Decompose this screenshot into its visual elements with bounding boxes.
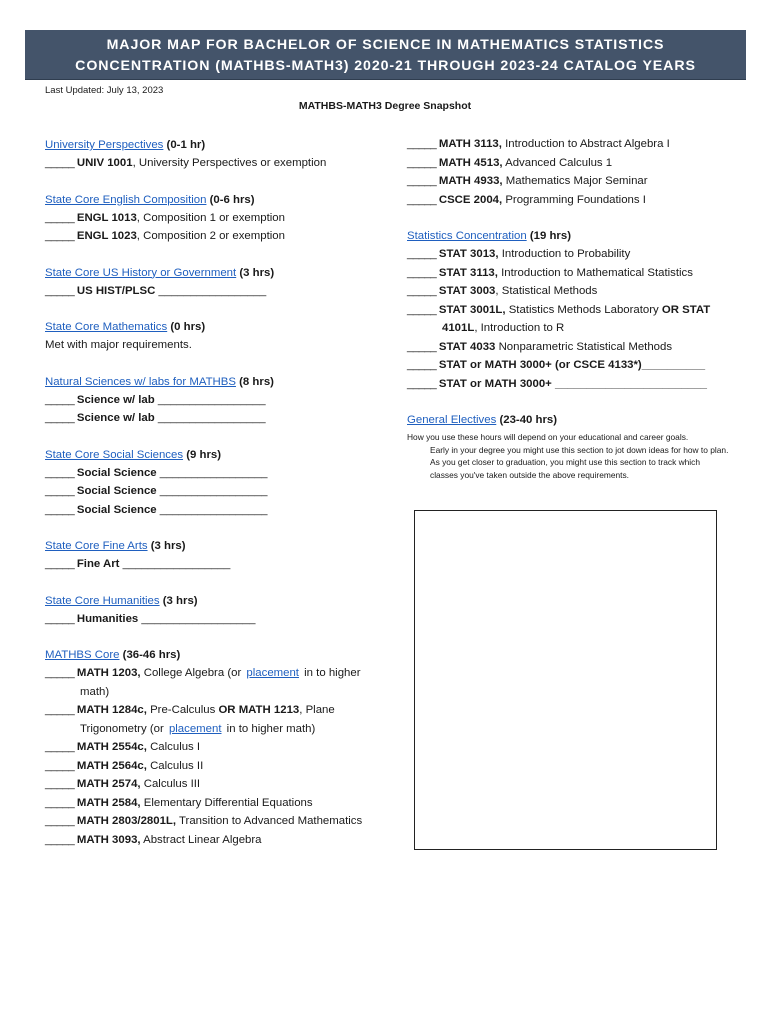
course-code: Social Science	[76, 503, 157, 516]
link-mathbs-core[interactable]: MATHBS Core	[45, 649, 120, 661]
course-desc: __________________	[138, 612, 256, 625]
course-row	[407, 245, 737, 264]
link-us-history[interactable]: State Core US History or Government	[45, 266, 237, 279]
course-desc: Elementary Differential Equations	[140, 796, 313, 809]
course-row	[407, 154, 737, 173]
checkbox-blank[interactable]: _____	[45, 741, 77, 753]
course-desc: Mathematics Major Seminar	[502, 175, 648, 187]
checkbox-blank[interactable]: _____	[45, 485, 77, 497]
left-column	[45, 136, 365, 867]
link-statistics-concentration[interactable]: Statistics Concentration	[407, 230, 527, 242]
course-desc: Statistics Methods Laboratory	[505, 303, 662, 316]
course-code: MATH 1284c,	[76, 704, 147, 716]
course-row	[45, 831, 365, 850]
course-code: MATH 3093,	[76, 833, 141, 846]
course-desc: _________________	[155, 284, 267, 297]
section-hours: (3 hrs)	[147, 540, 186, 552]
checkbox-blank[interactable]: _____	[407, 193, 439, 206]
course-row	[45, 154, 365, 173]
checkbox-blank[interactable]: _____	[45, 759, 77, 772]
course-row	[45, 409, 365, 428]
course-desc: , Composition 1 or exemption	[136, 211, 285, 224]
course-code: ENGL 1023	[76, 230, 137, 242]
checkbox-blank[interactable]: _____	[45, 704, 77, 716]
section-hours: (3 hrs)	[159, 594, 198, 607]
section-hours: (0 hrs)	[167, 321, 206, 333]
course-desc: Introduction to Probability	[498, 248, 631, 260]
course-code: Science w/ lab	[76, 393, 155, 406]
course-desc: , Introduction to R	[474, 322, 565, 334]
electives-note-line-1: How you use these hours will depend on your educational and career goals.	[407, 432, 689, 442]
course-row	[407, 135, 737, 154]
last-updated: Last Updated: July 13, 2023	[45, 85, 164, 96]
right-column	[407, 135, 737, 499]
section-core-continued	[407, 135, 737, 209]
checkbox-blank[interactable]: _____	[407, 248, 439, 260]
course-code: CSCE 2004,	[438, 193, 503, 206]
course-code: UNIV 1001	[76, 157, 133, 169]
banner-title-line-1: MAJOR MAP FOR BACHELOR OF SCIENCE IN MATHEMATICS STATISTICS	[106, 37, 665, 53]
link-university-perspectives[interactable]: University Perspectives	[45, 139, 164, 151]
checkbox-blank[interactable]: _____	[45, 211, 77, 224]
placement-link[interactable]: placement	[168, 722, 222, 735]
section-natural-sciences	[45, 373, 365, 428]
course-row	[45, 738, 365, 757]
section-hours: (0-6 hrs)	[206, 193, 255, 206]
section-note: Met with major requirements.	[45, 339, 192, 351]
course-code: MATH 2803/2801L,	[76, 815, 177, 827]
section-hours: (19 hrs)	[526, 230, 571, 242]
course-desc: Programming Foundations I	[502, 193, 646, 206]
course-row	[45, 464, 365, 483]
link-natural-sciences[interactable]: Natural Sciences w/ labs for MATHBS	[45, 375, 236, 388]
electives-notes-box[interactable]	[414, 510, 717, 850]
course-code: US HIST/PLSC	[76, 284, 156, 297]
course-desc: Calculus III	[140, 778, 201, 790]
checkbox-blank[interactable]: _____	[45, 796, 77, 809]
course-desc: Calculus II	[146, 759, 204, 772]
course-desc: Calculus I	[146, 741, 201, 753]
course-code: MATH 2564c,	[76, 759, 147, 772]
course-row	[407, 301, 737, 338]
course-row	[45, 555, 365, 574]
course-code: STAT 3001L,	[438, 303, 506, 316]
course-desc: _________________	[156, 466, 268, 479]
section-hours: (23-40 hrs)	[496, 414, 558, 426]
course-code: STAT 4033	[438, 340, 496, 353]
section-history	[45, 264, 365, 301]
course-code: Fine Art	[76, 558, 120, 570]
checkbox-blank[interactable]: _____	[45, 157, 77, 169]
course-desc: Abstract Linear Algebra	[140, 833, 262, 846]
course-row	[45, 209, 365, 228]
section-mathematics	[45, 318, 365, 355]
course-row	[407, 172, 737, 191]
course-desc: College Algebra (or	[140, 667, 245, 679]
course-desc: _________________	[156, 485, 268, 497]
course-code: MATH 4513,	[438, 156, 503, 169]
course-desc: , Composition 2 or exemption	[136, 230, 285, 242]
page-banner	[25, 30, 746, 80]
course-row	[45, 501, 365, 520]
checkbox-blank[interactable]: _____	[45, 230, 77, 242]
course-desc: , Plane Trigonometry (or	[80, 704, 335, 735]
section-hours: (9 hrs)	[183, 448, 222, 461]
course-row	[407, 375, 737, 394]
course-row	[45, 701, 365, 738]
course-desc: _________________	[154, 393, 266, 406]
checkbox-blank[interactable]: _____	[45, 412, 77, 424]
course-desc: in to higher math)	[223, 722, 316, 735]
checkbox-blank[interactable]: _____	[407, 175, 439, 187]
checkbox-blank[interactable]: _____	[45, 503, 77, 516]
course-code: STAT or MATH 3000+ (or CSCE 4133*)__________	[438, 359, 706, 371]
course-code: Social Science	[76, 466, 157, 479]
course-row	[407, 264, 737, 283]
course-code: STAT 3013,	[438, 248, 499, 260]
course-desc: , University Perspectives or exemption	[132, 157, 327, 169]
banner-title-line-2: CONCENTRATION (MATHBS-MATH3) 2020-21 THROUGH 2023-24 CATALOG YEARS	[75, 58, 696, 74]
course-desc: Nonparametric Statistical Methods	[495, 340, 673, 353]
course-row	[407, 356, 737, 375]
course-code: Humanities	[76, 612, 139, 625]
section-mathbs-core	[45, 646, 365, 849]
course-row	[45, 775, 365, 794]
course-desc: , Statistical Methods	[495, 285, 598, 297]
checkbox-blank[interactable]: _____	[45, 778, 77, 790]
course-desc: _________________	[119, 558, 231, 570]
link-state-core-math[interactable]: State Core Mathematics	[45, 321, 168, 333]
course-row	[407, 191, 737, 210]
electives-note	[407, 431, 729, 481]
section-hours: (8 hrs)	[235, 375, 274, 388]
link-fine-arts[interactable]: State Core Fine Arts	[45, 540, 148, 552]
course-desc: Transition to Advanced Mathematics	[176, 815, 363, 827]
course-code: Science w/ lab	[76, 412, 155, 424]
section-social-sciences	[45, 446, 365, 520]
checkbox-blank[interactable]: _____	[407, 138, 439, 150]
course-row	[407, 338, 737, 357]
course-desc: in to higher math)	[80, 667, 361, 698]
section-hours: (3 hrs)	[236, 266, 275, 279]
course-code: MATH 2584,	[76, 796, 141, 809]
course-row	[45, 812, 365, 831]
course-row	[45, 227, 365, 246]
checkbox-blank[interactable]: _____	[45, 393, 77, 406]
course-code: MATH 1203,	[76, 667, 141, 679]
course-row	[45, 794, 365, 813]
section-english	[45, 191, 365, 246]
link-general-electives[interactable]: General Electives	[407, 414, 497, 426]
checkbox-blank[interactable]: _____	[407, 377, 439, 390]
course-desc: Introduction to Abstract Algebra I	[501, 138, 670, 150]
course-code: MATH 3113,	[438, 138, 502, 150]
course-desc: Pre-Calculus	[146, 704, 219, 716]
checkbox-blank[interactable]: _____	[407, 359, 439, 371]
course-code: MATH 4933,	[438, 175, 503, 187]
course-code: Social Science	[76, 485, 157, 497]
course-desc: Advanced Calculus 1	[502, 156, 613, 169]
checkbox-blank[interactable]: _____	[45, 466, 77, 479]
checkbox-blank[interactable]: _____	[407, 285, 439, 297]
course-row	[407, 282, 737, 301]
checkbox-blank[interactable]: _____	[407, 303, 439, 316]
electives-note-body: Early in your degree you might use this section to jot down ideas for how to plan. As you get closer to graduation, you might use this section to track which classes you've taken outside the above requirements.	[430, 444, 729, 480]
section-humanities	[45, 592, 365, 629]
checkbox-blank[interactable]: _____	[45, 558, 77, 570]
link-social-sciences[interactable]: State Core Social Sciences	[45, 448, 184, 461]
snapshot-title: MATHBS-MATH3 Degree Snapshot	[298, 100, 472, 112]
checkbox-blank[interactable]: _____	[45, 612, 77, 625]
course-desc: Introduction to Mathematical Statistics	[497, 266, 693, 279]
course-code: STAT 3113,	[438, 266, 498, 279]
course-desc: _________________	[154, 412, 266, 424]
course-code: MATH 2554c,	[76, 741, 147, 753]
section-fine-arts	[45, 537, 365, 574]
section-hours: (36-46 hrs)	[119, 649, 181, 661]
link-humanities[interactable]: State Core Humanities	[45, 594, 160, 607]
course-code: STAT 3003	[438, 285, 496, 297]
placement-link[interactable]: placement	[246, 667, 299, 679]
link-english-composition[interactable]: State Core English Composition	[45, 193, 207, 206]
course-code: STAT or MATH 3000+ ________________________	[438, 377, 708, 390]
checkbox-blank[interactable]: _____	[45, 667, 77, 679]
checkbox-blank[interactable]: _____	[407, 266, 439, 279]
course-alt-code: OR STAT 4101L	[442, 303, 711, 334]
section-university-perspectives	[45, 136, 365, 173]
course-code: ENGL 1013	[76, 211, 137, 224]
course-row	[45, 282, 365, 301]
course-row	[45, 482, 365, 501]
course-alt-code: OR MATH 1213	[218, 704, 300, 716]
course-row	[45, 610, 365, 629]
course-row	[45, 391, 365, 410]
course-row	[45, 757, 365, 776]
course-desc: _________________	[156, 503, 268, 516]
section-hours: (0-1 hr)	[163, 139, 206, 151]
section-statistics	[407, 227, 737, 393]
checkbox-blank[interactable]: _____	[407, 156, 439, 169]
section-general-electives	[407, 411, 737, 481]
checkbox-blank[interactable]: _____	[45, 284, 77, 297]
checkbox-blank[interactable]: _____	[45, 815, 77, 827]
checkbox-blank[interactable]: _____	[45, 833, 77, 846]
checkbox-blank[interactable]: _____	[407, 340, 439, 353]
course-row	[45, 664, 365, 701]
course-code: MATH 2574,	[76, 778, 141, 790]
